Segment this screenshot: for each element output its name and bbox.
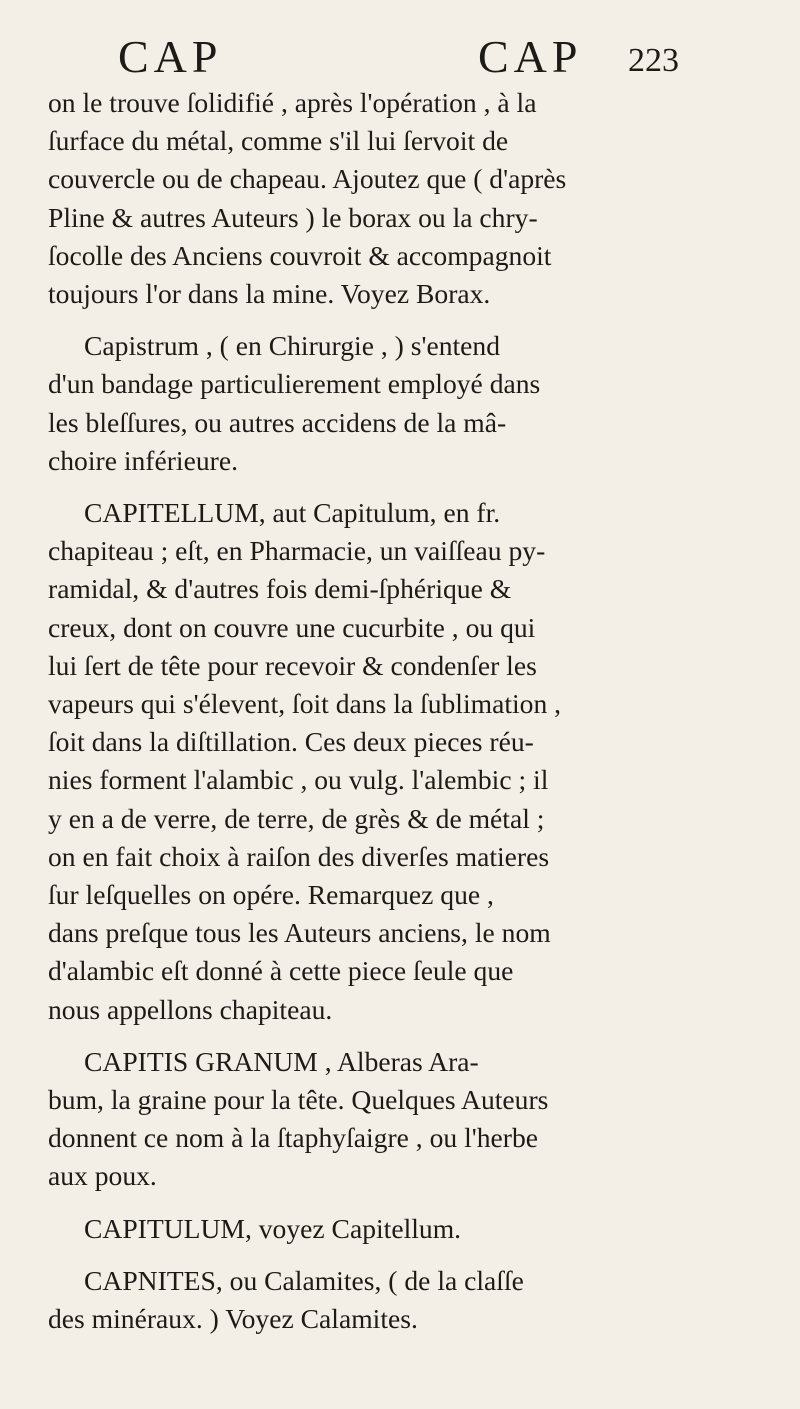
text-line: Pline & autres Auteurs ) le borax ou la chry- bbox=[48, 201, 538, 233]
text-line: ramidal, & d'autres fois demi-ſphérique & bbox=[48, 573, 512, 605]
text-line: vapeurs qui s'élevent, ſoit dans la ſublimation , bbox=[48, 688, 562, 720]
text-line: d'un bandage particulierement employé dans bbox=[48, 368, 541, 400]
text-line: choire inférieure. bbox=[48, 444, 238, 476]
entry-capnites bbox=[48, 1262, 762, 1338]
text-line: bum, la graine pour la tête. Quelques Auteurs bbox=[48, 1084, 549, 1116]
entry-capitulum bbox=[48, 1210, 762, 1248]
text-line: des minéraux. ) Voyez Calamites. bbox=[48, 1303, 418, 1335]
text-line: CAPITELLUM, aut Capitulum, en fr. bbox=[84, 497, 501, 529]
text-line: CAPNITES, ou Calamites, ( de la claſſe bbox=[84, 1264, 524, 1296]
text-line: ſocolle des Anciens couvroit & accompagnoit bbox=[48, 239, 552, 271]
text-line: on le trouve ſolidifié , après l'opération , à la bbox=[48, 87, 537, 118]
text-line: toujours l'or dans la mine. Voyez Borax. bbox=[48, 278, 491, 310]
text-line: lui ſert de tête pour recevoir & condenſer les bbox=[48, 649, 537, 681]
text-line: les bleſſures, ou autres accidens de la mâ- bbox=[48, 406, 507, 438]
header-right-word: CAP bbox=[478, 31, 583, 82]
page-number: 223 bbox=[628, 42, 679, 79]
text-line: y en a de verre, de terre, de grès & de métal ; bbox=[48, 802, 545, 834]
header-left-word: CAP bbox=[118, 31, 223, 82]
text-line: Capistrum , ( en Chirurgie , ) s'entend bbox=[84, 330, 500, 362]
entry-capitellum bbox=[48, 494, 762, 1029]
text-line: CAPITULUM, voyez Capitellum. bbox=[84, 1212, 462, 1244]
text-line: ſur leſquelles on opére. Remarquez que , bbox=[48, 879, 494, 911]
text-line: CAPITIS GRANUM , Alberas Ara- bbox=[84, 1045, 479, 1077]
text-line: donnent ce nom à la ſtaphyſaigre , ou l'herbe bbox=[48, 1122, 538, 1154]
entry-capistrum bbox=[48, 327, 762, 480]
text-line: on en fait choix à raiſon des diverſes matieres bbox=[48, 840, 550, 872]
text-line: nous appellons chapiteau. bbox=[48, 993, 333, 1025]
text-line: ſurface du métal, comme s'il lui ſervoit de bbox=[48, 125, 509, 157]
text-line: creux, dont on couvre une cucurbite , ou qui bbox=[48, 611, 536, 643]
entry-capitis-granum bbox=[48, 1043, 762, 1196]
dictionary-text bbox=[48, 84, 762, 1338]
text-line: chapiteau ; eſt, en Pharmacie, un vaiſſeau py- bbox=[48, 535, 546, 567]
text-line: d'alambic eſt donné à cette piece ſeule que bbox=[48, 955, 514, 987]
text-line: nies forment l'alambic , ou vulg. l'alembic ; il bbox=[48, 764, 549, 796]
entry-continuation bbox=[48, 84, 762, 313]
text-line: ſoit dans la diſtillation. Ces deux pieces réu- bbox=[48, 726, 534, 758]
text-line: couvercle ou de chapeau. Ajoutez que ( d'après bbox=[48, 163, 567, 195]
text-line: aux poux. bbox=[48, 1160, 157, 1192]
text-line: dans preſque tous les Auteurs anciens, le nom bbox=[48, 917, 551, 949]
running-header bbox=[0, 30, 800, 86]
